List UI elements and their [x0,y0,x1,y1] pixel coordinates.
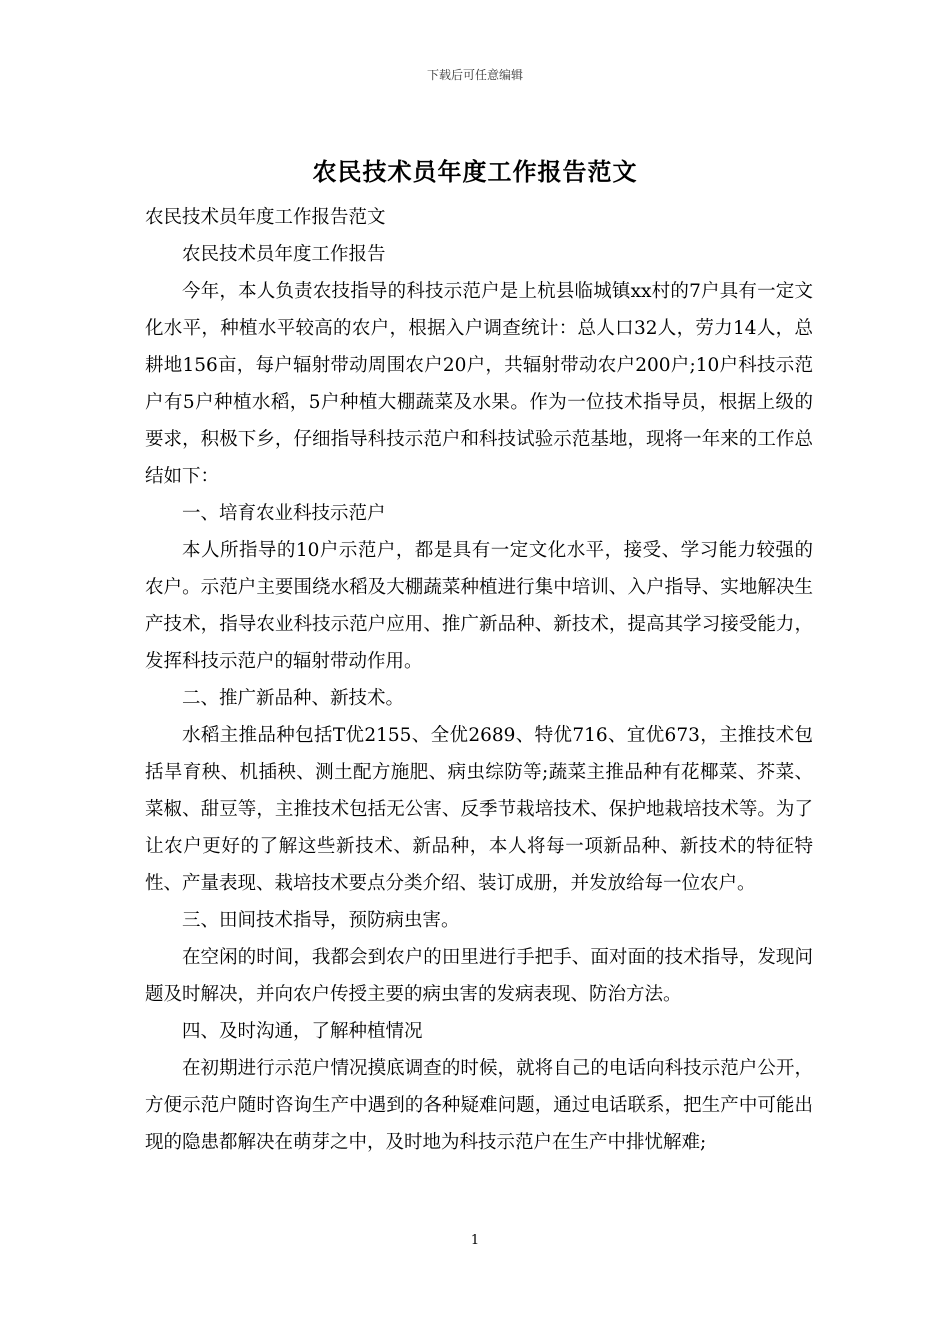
body-paragraph: 今年，本人负责农技指导的科技示范户是上杭县临城镇xx村的7户具有一定文化水平，种植水平较高的农户，根据入户调查统计：总人口32人，劳力14人，总耕地156亩，每户辐射带动周围农户20户，共辐射带动农户200户;10户科技示范户有5户种植水稻，5户种植大棚蔬菜及水果。作为一位技术指导员，根据上级的要求，积极下乡，仔细指导科技示范户和科技试验示范基地，现将一年来的工作总结如下： [145,281,813,487]
body-paragraph: 二、推广新品种、新技术。 [182,688,405,709]
document-body [145,199,813,1161]
body-paragraph: 水稻主推品种包括T优2155、全优2689、特优716、宜优673，主推技术包括旱育秧、机插秧、测土配方施肥、病虫综防等;蔬菜主推品种有花椰菜、芥菜、菜椒、甜豆等，主推技术包括无公害、反季节栽培技术、保护地栽培技术等。为了让农户更好的了解这些新技术、新品种，本人将每一项新品种、新技术的特征特性、产量表现、栽培技术要点分类介绍、装订成册，并发放给每一位农户。 [145,725,813,894]
body-paragraph: 在初期进行示范户情况摸底调查的时候，就将自己的电话向科技示范户公开，方便示范户随时咨询生产中遇到的各种疑难问题，通过电话联系，把生产中可能出现的隐患都解决在萌芽之中，及时地为科技示范户在生产中排忧解难; [145,1058,813,1153]
body-paragraph: 四、及时沟通，了解种植情况 [182,1021,423,1042]
body-paragraph: 本人所指导的10户示范户，都是具有一定文化水平，接受、学习能力较强的农户。示范户主要围绕水稻及大棚蔬菜种植进行集中培训、入户指导、实地解决生产技术，指导农业科技示范户应用、推广新品种、新技术，提高其学习接受能力，发挥科技示范户的辐射带动作用。 [145,540,813,672]
page-number: 1 [470,1233,480,1248]
body-paragraph: 农民技术员年度工作报告范文 [145,207,386,228]
body-paragraph: 在空闲的时间，我都会到农户的田里进行手把手、面对面的技术指导，发现问题及时解决，并向农户传授主要的病虫害的发病表现、防治方法。 [145,947,813,1005]
header-note: 下载后可任意编辑 [426,68,523,82]
document-title: 农民技术员年度工作报告范文 [312,157,638,186]
body-paragraph: 一、培育农业科技示范户 [182,503,386,524]
body-paragraph: 三、田间技术指导，预防病虫害。 [182,910,460,931]
body-paragraph: 农民技术员年度工作报告 [182,244,386,265]
